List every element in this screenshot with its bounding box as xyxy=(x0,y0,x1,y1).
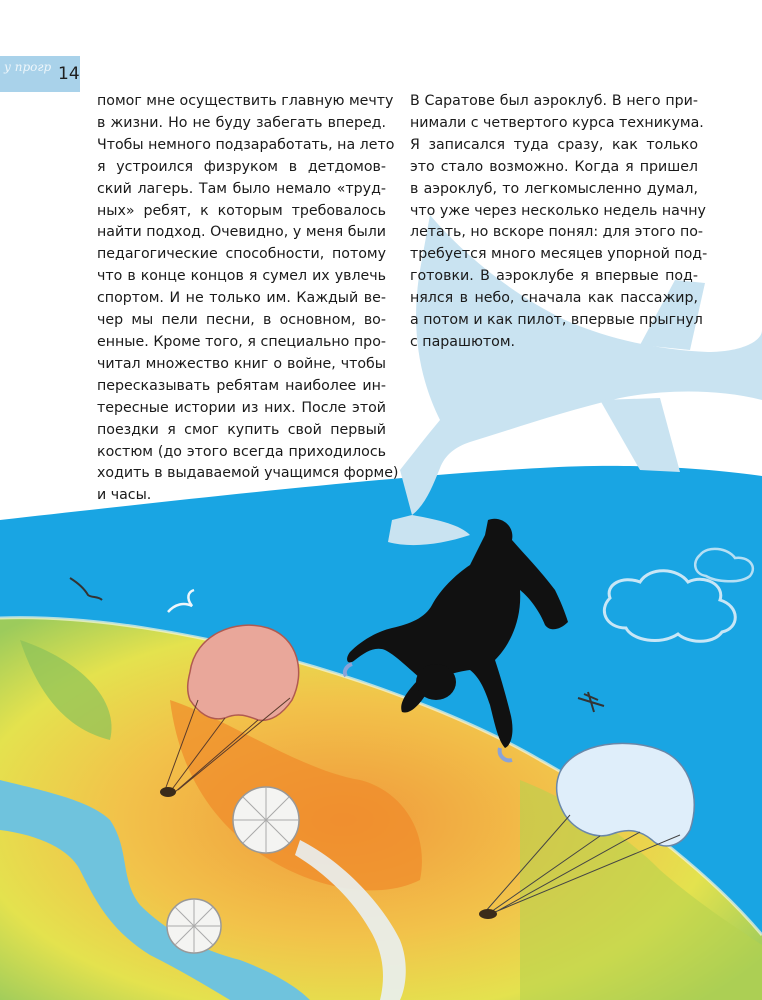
text-line: читал множество книг о войне, чтобы xyxy=(97,355,386,372)
text-line: помог мне осуществить главную мечту xyxy=(97,93,394,109)
text-line: Чтобы немного подзаработать, на лето xyxy=(97,136,395,153)
page-number: 14 xyxy=(58,64,80,84)
text-column-right xyxy=(410,91,708,354)
text-line: ходить в выдаваемой учащимся форме) xyxy=(97,465,399,482)
text-column-left xyxy=(97,91,399,507)
text-line: с парашютом. xyxy=(410,333,516,350)
text-line: костюм (до этого всегда приходилось xyxy=(97,443,386,460)
text-line: ных» ребят, к которым требовалось xyxy=(97,202,386,219)
text-line: нялся в небо, сначала как пассажир, xyxy=(410,290,698,307)
text-line: летать, но вскоре понял: для этого по- xyxy=(410,224,704,241)
text-line: что уже через несколько недель начну xyxy=(410,202,706,219)
parachute-white xyxy=(233,787,299,853)
tab-script-decoration: у прогр xyxy=(4,60,52,74)
text-line: а потом и как пилот, впервые прыгнул xyxy=(410,312,703,329)
text-line: в жизни. Но не буду забегать вперед. xyxy=(97,114,386,131)
text-line: спортом. И не только им. Каждый ве- xyxy=(97,290,386,307)
text-line: я устроился физруком в детдомов- xyxy=(97,158,386,175)
text-line: это стало возможно. Когда я пришел xyxy=(410,158,698,175)
text-line: поездки я смог купить свой первый xyxy=(97,421,386,438)
text-line: тересные истории из них. После этой xyxy=(97,399,386,416)
text-line: енные. Кроме того, я специально про- xyxy=(97,333,386,350)
text-line: готовки. В аэроклубе я впервые под- xyxy=(410,268,698,285)
text-line: найти подход. Очевидно, у меня были xyxy=(97,224,386,241)
text-line: и часы. xyxy=(97,487,152,504)
text-line: педагогические способности, потому xyxy=(97,246,386,263)
text-line: чер мы пели песни, в основном, во- xyxy=(97,312,386,329)
text-line: ский лагерь. Там было немало «труд- xyxy=(97,180,386,197)
text-line: В Саратове был аэроклуб. В него при- xyxy=(410,93,698,109)
text-line: нимали с четвертого курса техникума. xyxy=(410,114,704,131)
text-line: Я записался туда сразу, как только xyxy=(410,136,698,153)
text-line: требуется много месяцев упорной под- xyxy=(410,246,708,263)
parachute-white-small xyxy=(167,899,221,953)
text-line: в аэроклуб, то легкомысленно думал, xyxy=(410,180,698,197)
text-line: пересказывать ребятам наиболее ин- xyxy=(97,377,386,394)
text-line: что в конце концов я сумел их увлечь xyxy=(97,268,386,285)
